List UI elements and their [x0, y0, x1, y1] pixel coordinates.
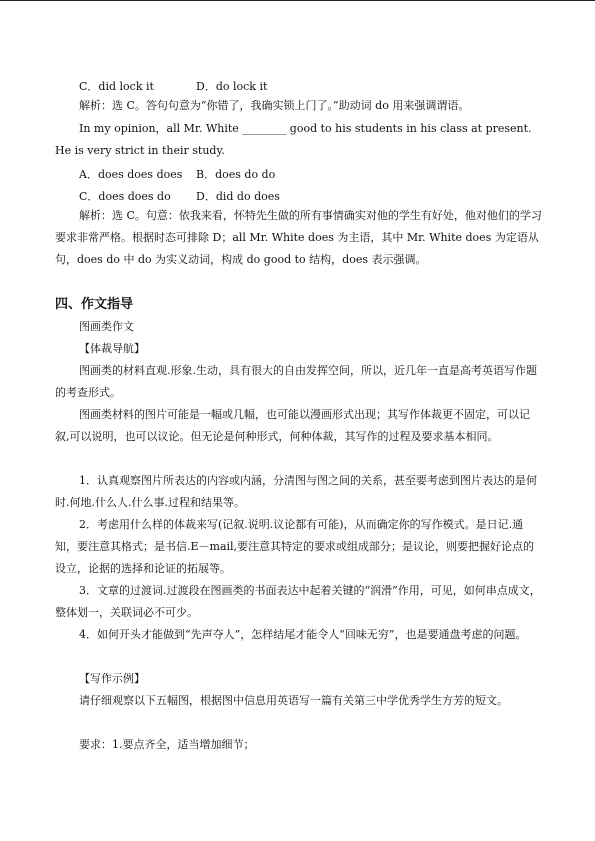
q2-option-a: A．does does does	[79, 168, 183, 181]
q1-analysis: 解析：选 C。答句句意为“你错了，我确实锁上门了。”助动词 do 用来强调谓语。	[79, 99, 470, 112]
page-top-rule	[0, 0, 595, 1]
q2-option-c: C．does does do	[79, 190, 171, 203]
guide-paragraph-1: 图画类的材料直观.形象.生动，具有很大的自由发挥空间，所以，近几年一直是高考英语写作题的考查形式。	[55, 364, 537, 399]
guide-label: 【体裁导航】	[79, 342, 145, 355]
example-label: 【写作示例】	[79, 672, 145, 685]
q2-analysis: 解析：选 C。句意：依我来看，怀特先生做的所有事情确实对他的学生有好处，他对他们的学习要求非常严格。根据时态可排除 D；all Mr. White does 为主语，其中 Mr. White does 为定语从句，does do 中 do 为实义动词，构成 do good to 结构，does 表示强调。	[55, 209, 542, 266]
section-heading: 四、作文指导	[55, 297, 134, 312]
q1-option-d: D．do lock it	[196, 80, 268, 93]
q2-stem: In my opinion，all Mr. White ________ good to his students in his class at present. He is very strict in their study.	[55, 122, 532, 157]
q2-option-b: B．does do do	[196, 168, 276, 181]
guide-item-1: 1．认真观察图片所表达的内容或内涵，分清图与图之间的关系，甚至要考虑到图片表达的是何时.何地.什么人.什么事.过程和结果等。	[55, 474, 537, 509]
guide-item-3: 3．文章的过渡词.过渡段在图画类的书面表达中起着关键的“润滑”作用，可见，如何串点成文，整体划一，关联词必不可少。	[55, 584, 541, 619]
subheading: 图画类作文	[79, 320, 134, 333]
guide-paragraph-2: 图画类材料的图片可能是一幅或几幅，也可能以漫画形式出现；其写作体裁更不固定，可以记叙,可以说明，也可以议论。但无论是何种形式，何种体裁，其写作的过程及要求基本相同。	[55, 408, 530, 443]
guide-item-2: 2．考虑用什么样的体裁来写(记叙.说明.议论都有可能)，从而确定你的写作模式。是日记.通知，要注意其格式；是书信.E－mail,要注意其特定的要求或组成部分；是议论，则要把握好论点的设立，论据的选择和论证的拓展等。	[55, 518, 535, 575]
requirement-line: 要求：1.要点齐全，适当增加细节；	[79, 738, 255, 751]
example-prompt: 请仔细观察以下五幅图，根据图中信息用英语写一篇有关第三中学优秀学生方芳的短文。	[79, 694, 508, 707]
q1-option-c: C．did lock it	[79, 80, 154, 93]
q2-option-d: D．did do does	[196, 190, 280, 203]
guide-item-4: 4．如何开头才能做到“先声夺人”，怎样结尾才能令人“回味无穷”，也是要通盘考虑的问题。	[79, 628, 527, 641]
